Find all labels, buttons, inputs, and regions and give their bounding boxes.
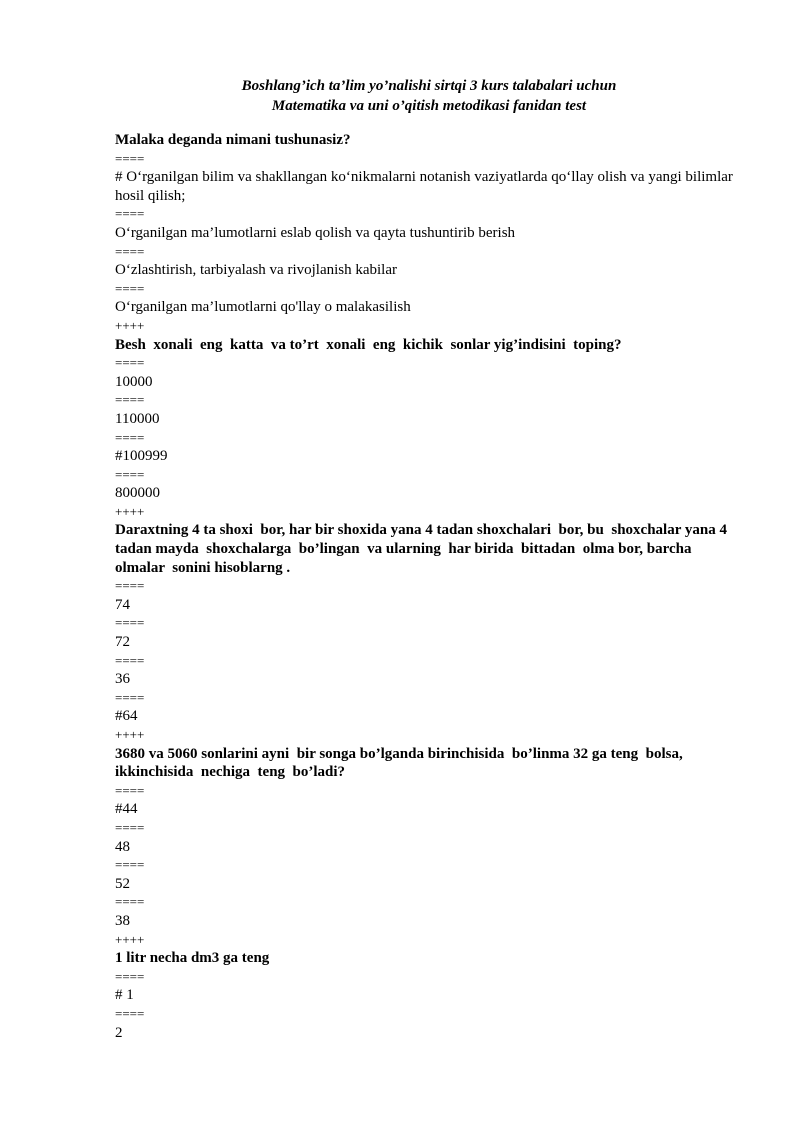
header-line-2: Matematika va uni o’qitish metodikasi fanidan test bbox=[271, 98, 587, 114]
answer-option: 38 bbox=[115, 912, 130, 929]
answer-option: 48 bbox=[115, 838, 130, 855]
answer-option: 36 bbox=[115, 671, 130, 688]
separator: ==== bbox=[115, 894, 145, 910]
separator: ==== bbox=[115, 429, 145, 445]
header-line-1: Boshlang’ich ta’lim yo’nalishi sirtqi 3 kurs talabalari uchun bbox=[241, 78, 617, 94]
question-text: Daraxtning 4 ta shoxi bor, har bir shoxida yana 4 tadan shoxchalari bor, bu shoxchalar yana 4 tadan mayda shoxchalarga bo’lingan va ularning har birida bittadan olma bor, barcha olmalar sonini hisoblarng . bbox=[115, 522, 731, 576]
answer-option: #64 bbox=[115, 708, 138, 725]
separator: ==== bbox=[115, 392, 145, 408]
question-text: Malaka deganda nimani tushunasiz? bbox=[115, 132, 351, 148]
separator: ==== bbox=[115, 243, 145, 259]
answer-option: #100999 bbox=[115, 448, 168, 465]
question-text: Besh xonali eng katta va to’rt xonali eng kichik sonlar yig’indisini toping? bbox=[115, 336, 622, 353]
test-content bbox=[115, 131, 745, 1042]
answer-option: 74 bbox=[115, 596, 130, 613]
answer-option: # O‘rganilgan bilim va shakllangan ko‘nikmalarni notanish vaziyatlarda qo‘llay olish va yangi bilimlar hosil qilish; bbox=[115, 169, 737, 204]
separator: ==== bbox=[115, 782, 145, 798]
separator: ==== bbox=[115, 968, 145, 984]
answer-option: O‘rganilgan ma’lumotlarni qo'llay o malakasilish bbox=[115, 299, 411, 316]
separator: ==== bbox=[115, 466, 145, 482]
answer-option: 2 bbox=[115, 1024, 123, 1041]
question-separator: ++++ bbox=[115, 727, 145, 742]
question-text: 1 litr necha dm3 ga teng bbox=[115, 950, 270, 967]
separator: ==== bbox=[115, 355, 145, 371]
separator: ==== bbox=[115, 1005, 145, 1021]
separator: ==== bbox=[115, 150, 145, 166]
separator: ==== bbox=[115, 578, 145, 594]
question-separator: ++++ bbox=[115, 317, 145, 333]
separator: ==== bbox=[115, 615, 145, 631]
separator: ==== bbox=[115, 206, 145, 222]
answer-option: 72 bbox=[115, 634, 130, 651]
separator: ==== bbox=[115, 819, 145, 835]
separator: ==== bbox=[115, 652, 145, 668]
answer-option: #44 bbox=[115, 801, 138, 818]
separator: ==== bbox=[115, 280, 145, 296]
separator: ==== bbox=[115, 857, 145, 873]
answer-option: O‘zlashtirish, tarbiyalash va rivojlanish kabilar bbox=[115, 262, 398, 279]
document-header bbox=[0, 76, 800, 116]
answer-option: # 1 bbox=[115, 987, 134, 1004]
answer-option: 800000 bbox=[115, 485, 160, 502]
question-text: 3680 va 5060 sonlarini ayni bir songa bo’lganda birinchisida bo’linma 32 ga teng bolsa, ikkinchisida nechiga teng bo’ladi? bbox=[115, 745, 687, 781]
answer-option: 10000 bbox=[115, 373, 153, 390]
question-separator: ++++ bbox=[115, 503, 145, 519]
answer-option: O‘rganilgan ma’lumotlarni eslab qolish va qayta tushuntirib berish bbox=[115, 224, 516, 241]
separator: ==== bbox=[115, 689, 145, 705]
answer-option: 52 bbox=[115, 875, 130, 892]
question-separator: ++++ bbox=[115, 931, 145, 947]
answer-option: 110000 bbox=[115, 410, 160, 427]
